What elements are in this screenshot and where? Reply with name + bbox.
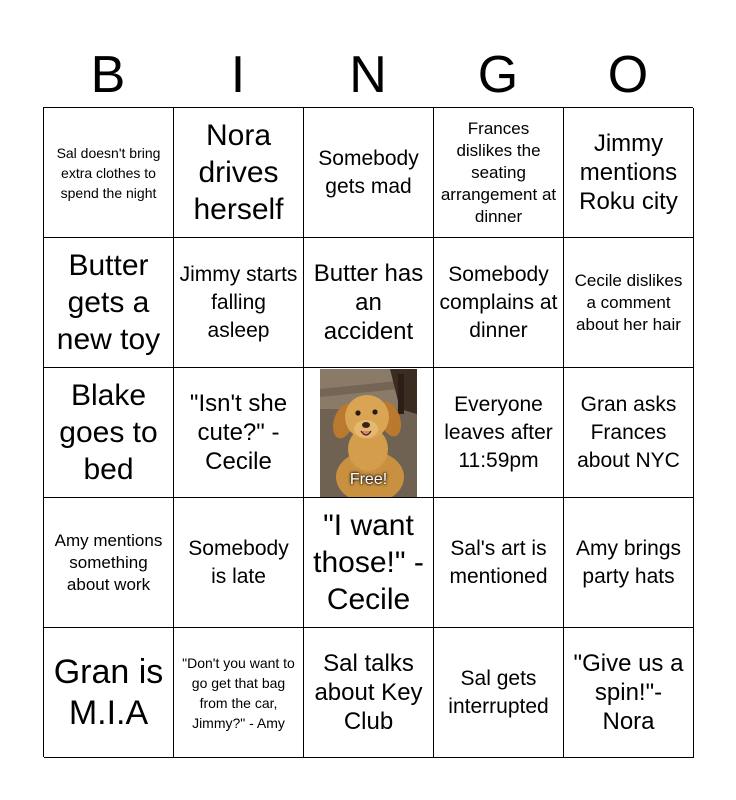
- bingo-cell-r1-c4[interactable]: [434, 108, 564, 238]
- bingo-cell-r1-c1[interactable]: [44, 108, 174, 238]
- bingo-cell-r3-c1[interactable]: [44, 368, 174, 498]
- cell-text: "Isn't she cute?" - Cecile: [189, 390, 288, 475]
- header-letter-n: N: [349, 46, 387, 104]
- bingo-header: [43, 42, 693, 108]
- cell-text: Gran asks Frances about NYC: [577, 392, 680, 472]
- cell-text: Nora drives herself: [193, 119, 284, 226]
- cell-text: Sal talks about Key Club: [314, 650, 423, 735]
- bingo-cell-r5-c4[interactable]: [434, 628, 564, 758]
- cell-text: "Don't you want to go get that bag from the car, Jimmy?" - Amy: [182, 654, 295, 731]
- bingo-cell-r3-c4[interactable]: [434, 368, 564, 498]
- cell-text: Somebody complains at dinner: [439, 262, 558, 342]
- bingo-cell-r4-c1[interactable]: [44, 498, 174, 628]
- cell-text: Sal gets interrupted: [448, 666, 549, 718]
- header-letter-g: G: [477, 46, 519, 104]
- cell-text: Sal's art is mentioned: [449, 536, 548, 588]
- cell-text: Amy brings party hats: [575, 536, 682, 588]
- bingo-cell-r3-c5[interactable]: [564, 368, 694, 498]
- cell-text: Amy mentions something about work: [54, 530, 163, 594]
- bingo-cell-r2-c3[interactable]: [304, 238, 434, 368]
- bingo-cell-r5-c3[interactable]: [304, 628, 434, 758]
- cell-text: Jimmy mentions Roku city: [579, 130, 678, 215]
- bingo-cell-r5-c1[interactable]: [44, 628, 174, 758]
- cell-text: Cecile dislikes a comment about her hair: [574, 270, 683, 334]
- bingo-cell-r4-c3[interactable]: [304, 498, 434, 628]
- cell-text: Everyone leaves after 11:59pm: [444, 392, 553, 472]
- cell-text: Somebody gets mad: [318, 146, 419, 198]
- bingo-cell-r1-c3[interactable]: [304, 108, 434, 238]
- bingo-cell-r3-c2[interactable]: [174, 368, 304, 498]
- bingo-cell-r4-c2[interactable]: [174, 498, 304, 628]
- bingo-cell-r1-c2[interactable]: [174, 108, 304, 238]
- bingo-cell-r4-c5[interactable]: [564, 498, 694, 628]
- bingo-cell-r2-c2[interactable]: [174, 238, 304, 368]
- cell-text: "Give us a spin!"- Nora: [573, 650, 684, 735]
- cell-text: Butter gets a new toy: [56, 249, 161, 356]
- cell-text: Frances dislikes the seating arrangement at dinner: [440, 118, 557, 226]
- bingo-cell-r1-c5[interactable]: [564, 108, 694, 238]
- header-letter-i: I: [230, 46, 246, 104]
- bingo-cell-r5-c2[interactable]: [174, 628, 304, 758]
- header-letter-b: B: [90, 46, 126, 104]
- bingo-cell-r2-c5[interactable]: [564, 238, 694, 368]
- cell-text: "I want those!" - Cecile: [313, 509, 424, 616]
- cell-text: Somebody is late: [188, 536, 289, 588]
- cell-text: Jimmy starts falling asleep: [179, 262, 298, 342]
- bingo-cell-r2-c1[interactable]: [44, 238, 174, 368]
- bingo-board: [43, 107, 693, 757]
- header-letter-o: O: [607, 46, 649, 104]
- cell-text: Blake goes to bed: [59, 379, 158, 486]
- cell-text: Sal doesn't bring extra clothes to spend the night: [56, 144, 161, 201]
- bingo-cell-r2-c4[interactable]: [434, 238, 564, 368]
- bingo-cell-free-space[interactable]: [304, 368, 434, 498]
- cell-text: Gran is M.I.A: [53, 652, 164, 732]
- free-space-label: Free!: [349, 470, 388, 488]
- golden-retriever-puppy-photo: [320, 369, 417, 497]
- bingo-cell-r5-c5[interactable]: [564, 628, 694, 758]
- cell-text: Butter has an accident: [313, 260, 424, 345]
- bingo-cell-r4-c4[interactable]: [434, 498, 564, 628]
